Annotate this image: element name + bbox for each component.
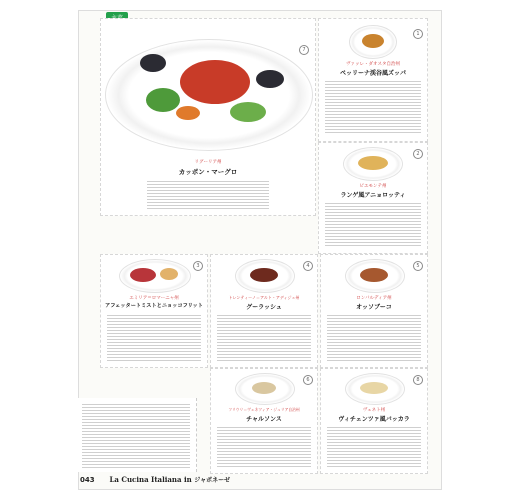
hero-region: リグーリア州	[194, 160, 222, 165]
dish-region: ロンバルディア州	[356, 296, 392, 301]
dish-plate-image	[343, 147, 403, 181]
dish-number-badge: 1	[413, 29, 423, 39]
dish-panel-8	[320, 368, 428, 474]
dish-number-badge: 5	[413, 261, 423, 271]
dish-body-text	[217, 313, 311, 361]
dish-title: ペッリーナ渓谷風ズッパ	[340, 70, 406, 77]
dish-plate-image	[235, 373, 295, 405]
lobster-shape	[180, 60, 250, 104]
dish-panel-6	[210, 368, 318, 474]
footer-sub: ジャポネーゼ	[194, 477, 230, 484]
ossobuco-shape	[360, 268, 388, 282]
dish-plate-image	[345, 259, 405, 293]
hero-dish-title: カッポン・マーグロ	[178, 168, 238, 176]
ravioli-shape	[252, 382, 276, 394]
dish-region: ヴァッレ・ダオスタ自治州	[346, 62, 400, 67]
mussel-shape	[140, 54, 166, 72]
vertical-body-text	[82, 402, 190, 468]
dish-number-badge: 8	[413, 375, 423, 385]
soup-shape	[362, 34, 384, 48]
dish-body-text	[325, 79, 421, 135]
pasta-shape	[358, 156, 388, 170]
dish-title: チャルソンス	[246, 416, 282, 423]
dish-body-text	[107, 313, 201, 361]
hero-panel	[100, 18, 316, 216]
cured-meat-shape	[130, 268, 156, 282]
dish-panel-5	[320, 254, 428, 368]
dish-panel-2	[318, 142, 428, 254]
vegetable-shape	[146, 88, 180, 112]
page-footer	[80, 475, 230, 484]
dish-region: エミリア＝ロマーニャ州	[129, 296, 179, 301]
dish-body-text	[327, 425, 421, 467]
dish-title: グーラッシュ	[246, 304, 282, 311]
baccala-shape	[360, 382, 388, 394]
dish-number-badge: 6	[303, 375, 313, 385]
fried-bread-shape	[160, 268, 178, 280]
dish-region: ピエモンテ州	[359, 184, 387, 189]
dish-panel-1	[318, 18, 428, 142]
dish-plate-image	[119, 259, 191, 293]
dish-number-badge: 4	[303, 261, 313, 271]
dish-region: トレンティーノ＝アルト・アディジェ州	[228, 295, 300, 300]
hero-number-badge: 7	[299, 45, 309, 55]
dish-body-text	[325, 201, 421, 247]
dish-plate-image	[235, 259, 295, 293]
dish-panel-3	[100, 254, 208, 368]
hero-plate-image	[105, 39, 313, 151]
dish-body-text	[217, 425, 311, 467]
dish-body-text	[327, 313, 421, 361]
dish-number-badge: 2	[413, 149, 423, 159]
footer-brand: La Cucina Italiana in	[109, 475, 192, 484]
dish-region: ヴェネト州	[362, 408, 386, 413]
vegetable-shape	[230, 102, 266, 122]
vertical-text-column	[78, 398, 197, 472]
dish-plate-image	[345, 373, 405, 405]
stew-shape	[250, 268, 278, 282]
dish-number-badge: 3	[193, 261, 203, 271]
dish-title: アフェッタートミストとニョッコフリット	[105, 303, 203, 309]
dish-title: ヴィチェンツァ風バッカラ	[338, 416, 410, 423]
dish-title: オッソブーコ	[356, 304, 392, 311]
page-number: 043	[80, 476, 95, 484]
carrot-shape	[176, 106, 200, 120]
dish-region: フリウリ＝ヴェネツィア・ジュリア自治州	[228, 407, 300, 412]
dish-plate-image	[349, 25, 397, 59]
dish-title: ランゲ風アニョロッティ	[340, 192, 406, 199]
dish-panel-4	[210, 254, 318, 368]
hero-body-text	[147, 179, 269, 211]
mussel-shape	[256, 70, 284, 88]
